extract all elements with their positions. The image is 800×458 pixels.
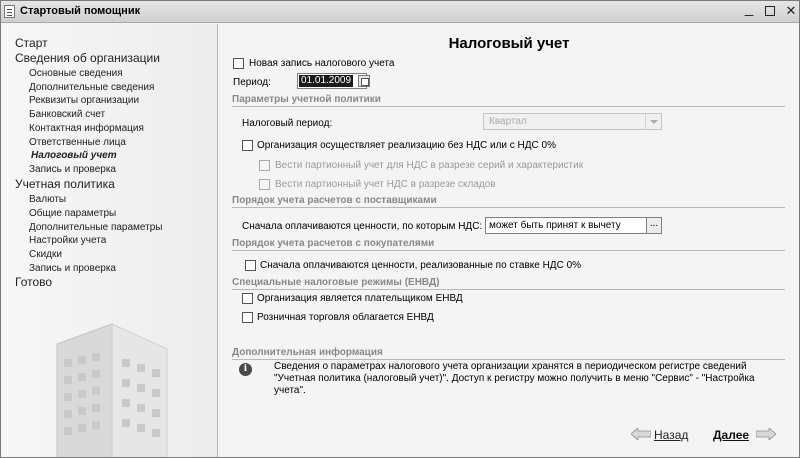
maximize-icon bbox=[765, 6, 775, 16]
sidebar-item-save-check-2[interactable]: Запись и проверка bbox=[29, 263, 116, 274]
sidebar-item-basic-info[interactable]: Основные сведения bbox=[29, 68, 123, 79]
retail-envd-checkbox[interactable] bbox=[242, 312, 253, 323]
sidebar-item-accounting-settings[interactable]: Настройки учета bbox=[29, 235, 107, 246]
back-button-label: Назад bbox=[654, 428, 689, 442]
minimize-button[interactable]: _ bbox=[744, 0, 754, 17]
sidebar-item-bank-account[interactable]: Банковский счет bbox=[29, 109, 106, 120]
section-supplier-settlements: Порядок учета расчетов с поставщиками bbox=[232, 195, 437, 206]
envd-payer-label: Организация является плательщиком ЕНВД bbox=[257, 293, 463, 304]
building-illustration bbox=[42, 314, 192, 457]
sidebar-item-contact-info[interactable]: Контактная информация bbox=[29, 123, 144, 134]
sidebar-item-organization-info[interactable]: Сведения об организации bbox=[15, 51, 160, 65]
section-divider bbox=[232, 289, 785, 290]
sidebar-item-currencies[interactable]: Валюты bbox=[29, 194, 67, 205]
envd-payer-checkbox[interactable] bbox=[242, 293, 253, 304]
next-button[interactable] bbox=[713, 428, 776, 442]
section-additional-info: Дополнительная информация bbox=[232, 347, 383, 358]
sidebar-item-responsible-persons[interactable]: Ответственные лица bbox=[29, 137, 126, 148]
info-icon: i bbox=[239, 363, 252, 376]
title-bar bbox=[1, 1, 799, 23]
additional-info-text: Сведения о параметрах налогового учета организации хранятся в периодическом регистре сведений "Учетная политика (налоговый учет)". Доступ к регистру можно получить в меню "Сервис" - "Настройка учета". bbox=[274, 361, 755, 396]
tax-period-label: Налоговый период: bbox=[242, 118, 333, 129]
section-divider bbox=[232, 359, 785, 360]
window-title: Стартовый помощник bbox=[20, 5, 141, 17]
batch-series-label: Вести партионный учет для НДС в разрезе серий и характеристик bbox=[275, 160, 584, 171]
batch-series-checkbox[interactable] bbox=[259, 160, 270, 171]
period-date-field[interactable] bbox=[297, 73, 367, 89]
chevron-down-icon bbox=[645, 114, 661, 129]
sidebar-item-additional-params[interactable]: Дополнительные параметры bbox=[29, 222, 163, 233]
sidebar-item-start[interactable]: Старт bbox=[15, 36, 48, 50]
arrow-right-icon bbox=[756, 428, 776, 440]
close-button[interactable]: ✕ bbox=[785, 3, 797, 18]
tax-period-value: Квартал bbox=[489, 116, 527, 127]
page-title: Налоговый учет bbox=[448, 35, 570, 52]
sidebar-item-requisites[interactable]: Реквизиты организации bbox=[29, 95, 140, 106]
section-divider bbox=[232, 250, 785, 251]
retail-envd-label: Розничная торговля облагается ЕНВД bbox=[257, 312, 434, 323]
period-label: Период: bbox=[233, 77, 271, 88]
new-record-label: Новая запись налогового учета bbox=[249, 58, 395, 69]
new-record-checkbox[interactable] bbox=[233, 58, 244, 69]
supplier-settlements-value: может быть принят к вычету bbox=[489, 220, 621, 231]
sidebar-item-discounts[interactable]: Скидки bbox=[29, 249, 62, 260]
zero-rate-checkbox[interactable] bbox=[245, 260, 256, 271]
section-customer-settlements: Порядок учета расчетов с покупателями bbox=[232, 238, 435, 249]
zero-rate-label: Сначала оплачиваются ценности, реализованные по ставке НДС 0% bbox=[260, 260, 582, 271]
sidebar-item-general-params[interactable]: Общие параметры bbox=[29, 208, 117, 219]
section-special-regimes: Специальные налоговые режимы (ЕНВД) bbox=[232, 277, 440, 288]
maximize-button[interactable] bbox=[762, 4, 778, 19]
wizard-steps-sidebar bbox=[2, 24, 218, 457]
sidebar-item-tax-accounting[interactable]: Налоговый учет bbox=[31, 150, 117, 161]
batch-warehouses-label: Вести партионный учет НДС в разрезе складов bbox=[275, 179, 496, 190]
calendar-icon[interactable] bbox=[358, 75, 370, 87]
no-vat-checkbox[interactable] bbox=[242, 140, 253, 151]
main-panel bbox=[219, 24, 799, 457]
sidebar-item-additional-info[interactable]: Дополнительные сведения bbox=[29, 82, 155, 93]
arrow-left-icon bbox=[631, 428, 651, 440]
supplier-settlements-label: Сначала оплачиваются ценности, по которым НДС: bbox=[242, 221, 483, 232]
section-divider bbox=[232, 207, 785, 208]
back-button[interactable] bbox=[631, 428, 688, 442]
no-vat-label: Организация осуществляет реализацию без НДС или с НДС 0% bbox=[257, 140, 556, 151]
sidebar-item-save-check-1[interactable]: Запись и проверка bbox=[29, 164, 116, 175]
next-button-label: Далее bbox=[713, 428, 750, 442]
supplier-settlements-field[interactable] bbox=[485, 217, 647, 234]
tax-period-select[interactable] bbox=[483, 113, 662, 130]
batch-warehouses-checkbox[interactable] bbox=[259, 179, 270, 190]
app-icon bbox=[4, 5, 15, 18]
supplier-settlements-select-button[interactable]: ... bbox=[646, 217, 662, 234]
period-date-value: 01.01.2009 bbox=[301, 75, 352, 86]
section-accounting-policy: Параметры учетной политики bbox=[232, 94, 381, 105]
sidebar-item-done[interactable]: Готово bbox=[15, 275, 53, 289]
section-divider bbox=[232, 106, 785, 107]
sidebar-item-accounting-policy[interactable]: Учетная политика bbox=[15, 177, 115, 191]
